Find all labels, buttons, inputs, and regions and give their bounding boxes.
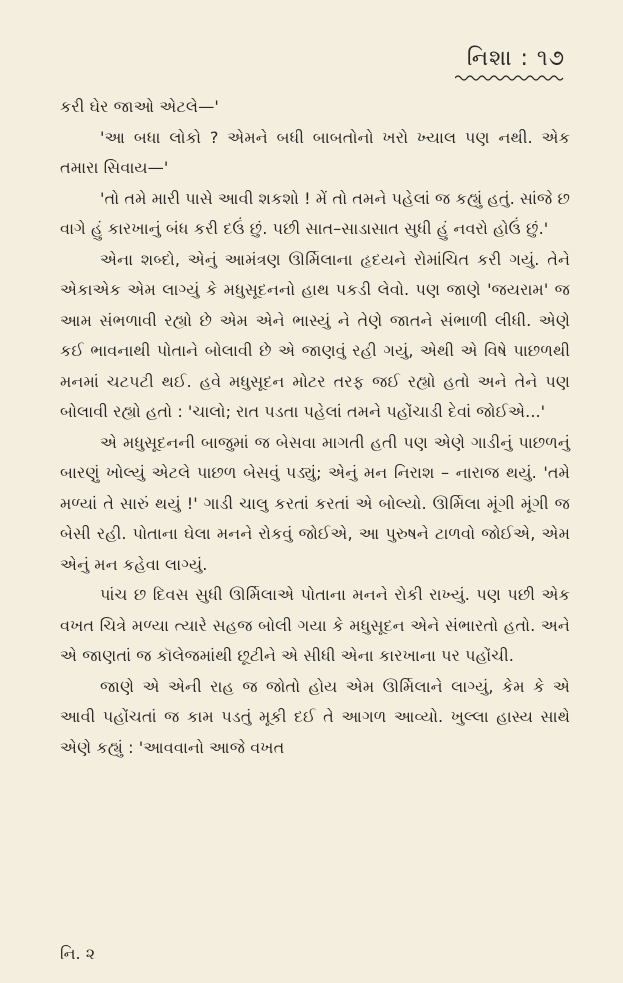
- paragraph-5: એ મધુસૂદનની બાજુમાં જ બેસવા માગતી હતી પણ એણે ગાડીનું પાછળનું બારણું ખોલ્યું એટલે પાછળ બેસવું પડ્યું; એનું મન નિરાશ – નારાજ થયું. 'તમે મળ્યાં તે સારું થયું !' ગાડી ચાલુ કરતાં કરતાં એ બોલ્યો. ઊર્મિલા મૂંગી મૂંગી જ બેસી રહી. પોતાના ઘેલા મનને રોકવું જોઈએ, આ પુરુષને ટાળવો જોઈએ, એમ એનું મન કહેવા લાગ્યું.: [60, 432, 570, 574]
- paragraph-6: પાંચ છ દિવસ સુધી ઊર્મિલાએ પોતાના મનને રોકી રાખ્યું. પણ પછી એક વખત ચિત્રે મળ્યા ત્યારે સહજ બોલી ગયા કે મધુસૂદન એને સંભારતો હતો. અને એ જાણતાં જ કૉલેજમાંથી છૂટીને એ સીધી એના કારખાના પર પહોંચી.: [60, 585, 570, 665]
- paragraph-1: કરી ઘેર જાઓ એટલે—': [60, 97, 219, 116]
- paragraph-4: એના શબ્દો, એનું આમંત્રણ ઊર્મિલાના હૃદયને રોમાંચિત કરી ગયું. તેને એકાએક એમ લાગ્યું કે મધુસૂદનનો હાથ પકડી લેવો. પણ જાણે 'જયરામ' જ આમ સંભળાવી રહ્યો છે એમ એને ભાસ્યું ને તેણે જાતને સંભાળી લીધી. એણે કઈ ભાવનાથી પોતાને બોલાવી છે એ જાણવું રહી ગયું, એથી એ વિષે પાછળથી મનમાં ચટપટી થઈ. હવે મધુસૂદન મોટર તરફ જઈ રહ્યો હતો અને તેને પણ બોલાવી રહ્યો હતો : 'ચાલો; રાત પડતા પહેલાં તમને પહોંચાડી દેવાં જોઈએ...': [60, 249, 570, 421]
- paragraph-7: જાણે એ એની રાહ જ જોતો હોય એમ ઊર્મિલાને લાગ્યું, કેમ કે એ આવી પહોંચતાં જ કામ પડતું મૂકી દઈ તે આગળ આવ્યો. ખુલ્લા હાસ્ય સાથે એણે કહ્યું : 'આવવાનો આજે વખત: [60, 676, 570, 757]
- running-head: [455, 46, 565, 83]
- wavy-underline-decoration: [455, 73, 565, 83]
- paragraph-3: 'તો તમે મારી પાસે આવી શકશો ! મેં તો તમને પહેલાં જ કહ્યું હતું. સાંજે છ વાગે હું કારખાનું બંધ કરી દઉં છું. પછી સાત–સાડાસાત સુધી હું નવરો હોઉં છું.': [60, 188, 570, 238]
- paragraph-2: 'આ બધા લોકો ? એમને બધી બાબતોનો ખરો ખ્યાલ પણ નથી. એક તમારા સિવાય—': [60, 127, 570, 177]
- running-head-title: નિશા : ૧૭: [466, 46, 565, 71]
- body-text: [60, 92, 570, 763]
- signature-mark: નિ. ૨: [60, 944, 96, 963]
